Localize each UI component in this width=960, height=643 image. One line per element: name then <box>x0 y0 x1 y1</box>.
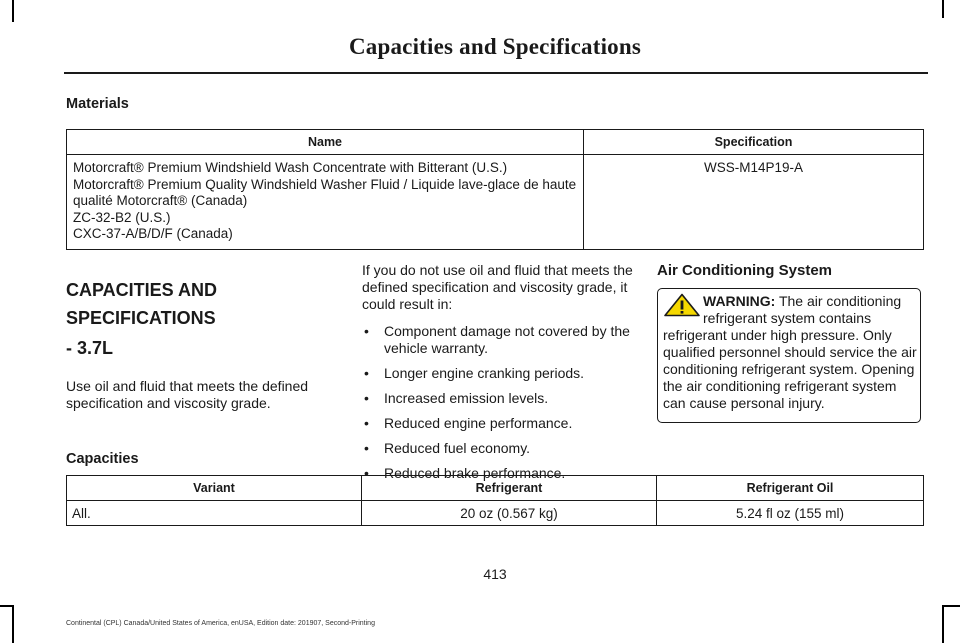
crop-mark <box>943 605 960 607</box>
header-rule <box>64 72 928 74</box>
variant-cell: All. <box>67 501 362 526</box>
warning-label: WARNING: <box>703 293 776 309</box>
column-header-variant: Variant <box>67 476 362 501</box>
capacities-label: Capacities <box>66 451 139 467</box>
crop-mark <box>942 605 944 643</box>
list-item-text: Reduced engine performance. <box>384 415 573 431</box>
page-title: Capacities and Specifications <box>348 34 642 59</box>
footer-text: Continental (CPL) Canada/United States of America, enUSA, Edition date: 201907, Second-Printing <box>66 620 375 627</box>
material-spec-cell: WSS-M14P19-A <box>584 155 924 250</box>
materials-table <box>66 129 924 250</box>
consequences-list <box>362 323 638 482</box>
bullet-icon: • <box>364 323 369 339</box>
bullet-icon: • <box>364 415 369 431</box>
material-name-line: CXC-37-A/B/D/F (Canada) <box>73 226 233 241</box>
crop-mark <box>0 605 12 607</box>
table-row <box>67 501 924 526</box>
materials-header-row <box>67 130 924 155</box>
section-intro <box>66 276 346 412</box>
list-item <box>362 440 638 457</box>
list-item <box>362 415 638 432</box>
warning-triangle-icon <box>663 293 701 317</box>
list-item-text: Increased emission levels. <box>384 390 549 406</box>
bullet-icon: • <box>364 465 369 481</box>
refrigerant-oil-cell: 5.24 fl oz (155 ml) <box>657 501 924 526</box>
material-name-line: qualité Motorcraft® (Canada) <box>73 193 248 208</box>
list-item-text: Reduced brake performance. <box>384 465 566 481</box>
capacities-header-row <box>67 476 924 501</box>
bullet-icon: • <box>364 365 369 381</box>
intro-paragraph: Use oil and fluid that meets the defined specification and viscosity grade. <box>66 378 309 411</box>
material-name-line: Motorcraft® Premium Windshield Wash Concentrate with Bitterant (U.S.) <box>73 160 508 175</box>
materials-label: Materials <box>66 96 129 112</box>
column-header-name: Name <box>67 130 584 155</box>
column-header-specification: Specification <box>584 130 924 155</box>
list-item <box>362 365 638 382</box>
column-header-refrigerant: Refrigerant <box>362 476 657 501</box>
list-item-text: Component damage not covered by the vehicle warranty. <box>384 323 630 356</box>
list-item-text: Reduced fuel economy. <box>384 440 531 456</box>
warning-box <box>657 288 921 423</box>
ac-system-block <box>657 262 925 411</box>
crop-mark <box>12 605 14 643</box>
list-item-text: Longer engine cranking periods. <box>384 365 585 381</box>
material-name-line: Motorcraft® Premium Quality Windshield Washer Fluid / Liquide lave-glace de haute <box>73 176 577 192</box>
material-name-cell <box>67 155 584 250</box>
crop-mark <box>942 0 944 18</box>
warning-text: The air conditioning refrigerant system contains refrigerant under high pressure. Only qualified personnel should service the air conditioning refrigerant system. Opening the air conditioning refrigerant system can cause personal injury. <box>663 293 917 411</box>
section-heading-line1: CAPACITIES AND SPECIFICATIONS <box>66 280 218 328</box>
ac-system-heading: Air Conditioning System <box>657 262 833 279</box>
list-item <box>362 323 638 357</box>
column-header-refrigerant-oil: Refrigerant Oil <box>657 476 924 501</box>
table-row <box>67 155 924 250</box>
consequences-lead: If you do not use oil and fluid that meets the defined specification and viscosity grade, it could result in: <box>362 262 633 312</box>
bullet-icon: • <box>364 390 369 406</box>
refrigerant-cell: 20 oz (0.567 kg) <box>362 501 657 526</box>
material-name-line: ZC-32-B2 (U.S.) <box>73 209 171 225</box>
list-item <box>362 390 638 407</box>
consequences-block <box>362 262 638 490</box>
crop-mark <box>12 0 14 22</box>
section-heading-line2: - 3.7L <box>66 338 114 358</box>
bullet-icon: • <box>364 440 369 456</box>
page-number: 413 <box>483 566 507 582</box>
capacities-table <box>66 475 924 526</box>
